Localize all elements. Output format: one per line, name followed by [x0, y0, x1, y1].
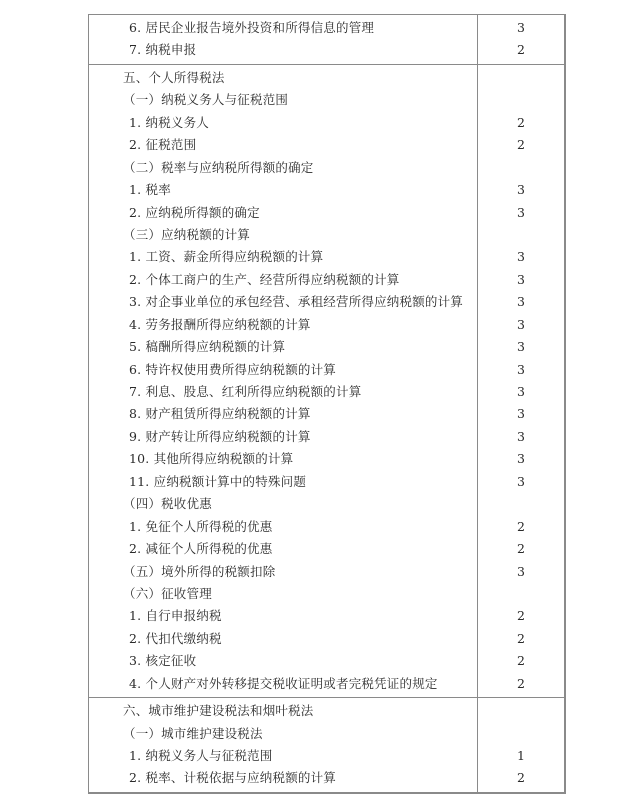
- table-row-topic: 2. 应纳税所得额的确定: [129, 204, 260, 220]
- table-row-hours: 3: [517, 339, 525, 355]
- table-row-hours: 2: [517, 42, 525, 58]
- table-row-topic: 4. 劳务报酬所得应纳税额的计算: [129, 316, 311, 332]
- table-row-topic: 11. 应纳税额计算中的特殊问题: [129, 473, 307, 489]
- table-row-hours: 2: [517, 608, 525, 624]
- table-row-hours: [478, 700, 564, 722]
- table-row-topic: 3. 对企事业单位的承包经营、承租经营所得应纳税额的计算: [129, 294, 464, 310]
- table-row-hours: [478, 723, 564, 745]
- table-row-hours: 2: [517, 541, 525, 557]
- table-row-topic: 5. 稿酬所得应纳税额的计算: [129, 339, 286, 355]
- table-row-topic: 6. 居民企业报告境外投资和所得信息的管理: [129, 20, 375, 35]
- table-row-hours: 2: [517, 114, 525, 130]
- table-row-topic: 2. 税率、计税依据与应纳税额的计算: [129, 770, 337, 786]
- syllabus-table: [88, 14, 566, 794]
- subsection-heading: （二）税率与应纳税所得额的确定: [123, 159, 314, 175]
- table-row-topic: 1. 纳税义务人: [129, 114, 209, 130]
- subsection-heading: （一）纳税义务人与征税范围: [123, 92, 289, 108]
- subsection-heading: （六）征收管理: [123, 585, 212, 601]
- hours-column: [478, 698, 564, 792]
- table-row-hours: 3: [517, 20, 525, 35]
- subsection-heading: （三）应纳税额的计算: [123, 226, 251, 242]
- table-row-hours: 2: [517, 770, 525, 786]
- table-row-hours: 3: [517, 473, 525, 489]
- hours-column: [478, 15, 564, 64]
- table-row-topic: 7. 利息、股息、红利所得应纳税额的计算: [129, 384, 362, 399]
- topic-column: [89, 698, 478, 792]
- table-row-hours: 3: [517, 406, 525, 422]
- table-row-hours: 3: [517, 316, 525, 332]
- table-row-topic: 4. 个人财产对外转移提交税收证明或者完税凭证的规定: [129, 675, 438, 691]
- table-row-hours: 3: [517, 204, 525, 220]
- table-row-hours: 3: [517, 294, 525, 310]
- table-row-hours: [478, 493, 564, 515]
- table-row-topic: 7. 纳税申报: [129, 42, 197, 58]
- table-section: [89, 64, 564, 697]
- table-row-hours: 3: [517, 182, 525, 198]
- table-row-topic: 2. 个体工商户的生产、经营所得应纳税额的计算: [129, 271, 400, 287]
- table-row-hours: 3: [517, 361, 525, 377]
- chapter-heading: 六、城市维护建设税法和烟叶税法: [123, 703, 314, 719]
- table-row-topic: 10. 其他所得应纳税额的计算: [129, 451, 294, 467]
- table-row-hours: 3: [517, 451, 525, 467]
- table-row-hours: 3: [517, 428, 525, 444]
- chapter-heading: 五、个人所得税法: [123, 69, 225, 85]
- table-row-hours: 3: [517, 249, 525, 265]
- table-row-topic: 3. 核定征收: [129, 653, 197, 669]
- table-row-hours: 3: [517, 563, 525, 579]
- subsection-heading: （五）境外所得的税额扣除: [123, 563, 276, 579]
- table-row-hours: [478, 583, 564, 605]
- table-row-topic: 1. 税率: [129, 182, 171, 198]
- table-row-hours: 2: [517, 653, 525, 669]
- table-row-hours: 2: [517, 137, 525, 153]
- table-row-hours: 1: [517, 748, 525, 763]
- table-row-hours: 2: [517, 518, 525, 534]
- table-row-topic: 1. 免征个人所得税的优惠: [129, 518, 273, 534]
- table-row-hours: [478, 157, 564, 179]
- table-row-hours: 2: [517, 675, 525, 691]
- table-row-hours: [478, 224, 564, 246]
- table-row-topic: 1. 工资、薪金所得应纳税额的计算: [129, 249, 324, 265]
- table-section: [89, 697, 564, 792]
- table-row-hours: [478, 89, 564, 111]
- table-row-topic: 2. 减征个人所得税的优惠: [129, 541, 273, 557]
- table-row-hours: 2: [517, 630, 525, 646]
- table-row-topic: 1. 自行申报纳税: [129, 608, 222, 624]
- table-row-topic: 6. 特许权使用费所得应纳税额的计算: [129, 361, 337, 377]
- table-row-topic: 8. 财产租赁所得应纳税额的计算: [129, 406, 311, 422]
- table-row-topic: 9. 财产转让所得应纳税额的计算: [129, 428, 311, 444]
- topic-column: [89, 65, 478, 697]
- topic-column: [89, 15, 478, 64]
- table-row-hours: 3: [517, 384, 525, 399]
- table-row-hours: 3: [517, 271, 525, 287]
- table-section: [89, 15, 564, 64]
- table-row-topic: 2. 征税范围: [129, 137, 197, 153]
- table-row-topic: 2. 代扣代缴纳税: [129, 630, 222, 646]
- subsection-heading: （一）城市维护建设税法: [123, 725, 263, 741]
- table-row-topic: 1. 纳税义务人与征税范围: [129, 748, 273, 763]
- hours-column: [478, 65, 564, 697]
- subsection-heading: （四）税收优惠: [123, 496, 212, 512]
- table-row-hours: [478, 67, 564, 89]
